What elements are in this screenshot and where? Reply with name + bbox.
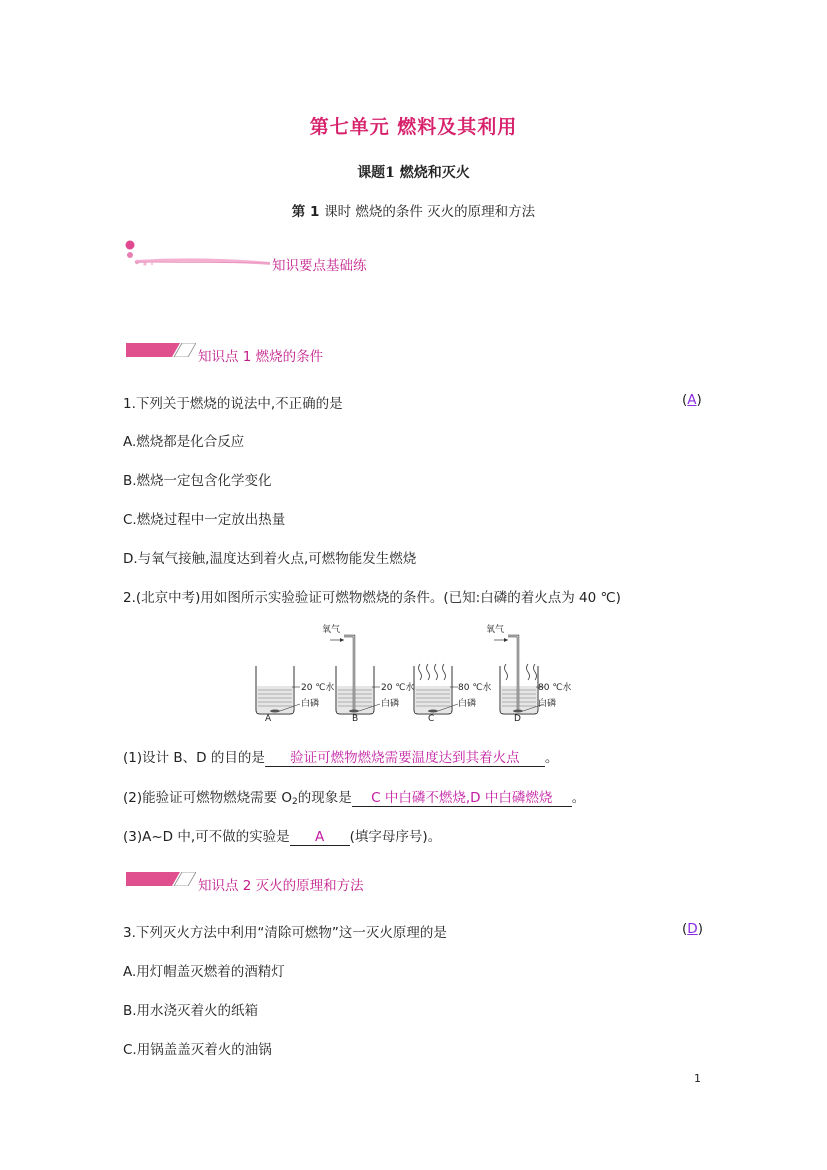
label-water-80-c: 80 ℃水 [458,683,492,693]
beaker-d [494,636,544,714]
question-1-option-a: A.燃烧都是化合反应 [123,434,245,450]
knowledge-point-1-label: 知识点 1 燃烧的条件 [198,349,324,365]
section-label: 知识要点基础练 [272,258,367,274]
q2p1-prefix: (1)设计 B、D 的目的是 [123,750,265,766]
label-water-20-b: 20 ℃水 [381,683,415,693]
period-title [0,200,827,220]
question-2-part-3 [123,825,441,846]
knowledge-point-2-label: 知识点 2 灭火的原理和方法 [198,878,364,894]
question-2-stem: 2.(北京中考)用如图所示实验验证可燃物燃烧的条件。(已知:白磷的着火点为 40 ℃) [123,590,621,606]
question-1-option-c: C.燃烧过程中一定放出热量 [123,512,286,528]
q2p2-answer-blank: C 中白磷不燃烧,D 中白磷燃烧 [352,786,572,807]
label-b: B [352,714,359,724]
knowledge-point-band [126,343,196,357]
q2p2-suffix: 。 [571,790,586,806]
knowledge-point-band [126,872,196,886]
question-2-part-2 [123,786,585,807]
label-phosphorus-c: 白磷 [458,699,477,709]
question-3-answer-value: D [687,921,698,937]
experiment-figure [248,622,588,724]
section-decoration [122,238,272,270]
period-number: 第 1 [291,204,325,220]
label-oxygen-d: 氧气 [486,625,505,635]
question-3-stem: 3.下列灭火方法中利用“清除可燃物”这一灭火原理的是 [123,925,447,941]
question-3-option-b: B.用水浇灭着火的纸箱 [123,1003,259,1019]
page-number: 1 [694,1072,701,1085]
label-c: C [428,714,435,724]
question-1-answer-value: A [687,392,697,408]
question-1-stem: 1.下列关于燃烧的说法中,不正确的是 [123,396,343,412]
q2p1-suffix: 。 [544,750,559,766]
question-1-answer: (A) [682,392,702,408]
q2p3-suffix: (填字母序号)。 [349,829,442,845]
label-oxygen-b: 氧气 [322,625,341,635]
q2p3-answer-blank: A [290,829,350,846]
period-topic: 课时 燃烧的条件 灭火的原理和方法 [324,204,536,220]
q2p2-middle: 的现象是 [297,790,352,806]
label-water-20-a: 20 ℃水 [301,683,335,693]
q2p2-prefix: (2)能验证可燃物燃烧需要 O [123,790,293,806]
label-a: A [265,714,272,724]
label-d: D [514,714,521,724]
unit-title: 第七单元 燃料及其利用 [309,116,518,138]
question-1-option-b: B.燃烧一定包含化学变化 [123,473,272,489]
question-2-part-1 [123,746,558,767]
question-3-answer: (D) [682,921,703,937]
beaker-a [256,666,300,714]
beaker-c [414,664,458,714]
lesson-title: 课题1 燃烧和灭火 [357,165,470,181]
question-3-option-c: C.用锅盖盖灭着火的油锅 [123,1042,272,1058]
question-1-option-d: D.与氧气接触,温度达到着火点,可燃物能发生燃烧 [123,551,417,567]
label-phosphorus-d: 白磷 [538,699,557,709]
label-water-80-d: 80 ℃水 [538,683,572,693]
label-phosphorus-a: 白磷 [301,699,320,709]
beaker-b [330,636,380,714]
q2p1-answer-blank: 验证可燃物燃烧需要温度达到其着火点 [265,746,545,767]
q2p3-prefix: (3)A~D 中,可不做的实验是 [123,829,290,845]
question-3-option-a: A.用灯帽盖灭燃着的酒精灯 [123,964,285,980]
label-phosphorus-b: 白磷 [381,699,400,709]
q2p2-subscript: 2 [292,797,298,807]
